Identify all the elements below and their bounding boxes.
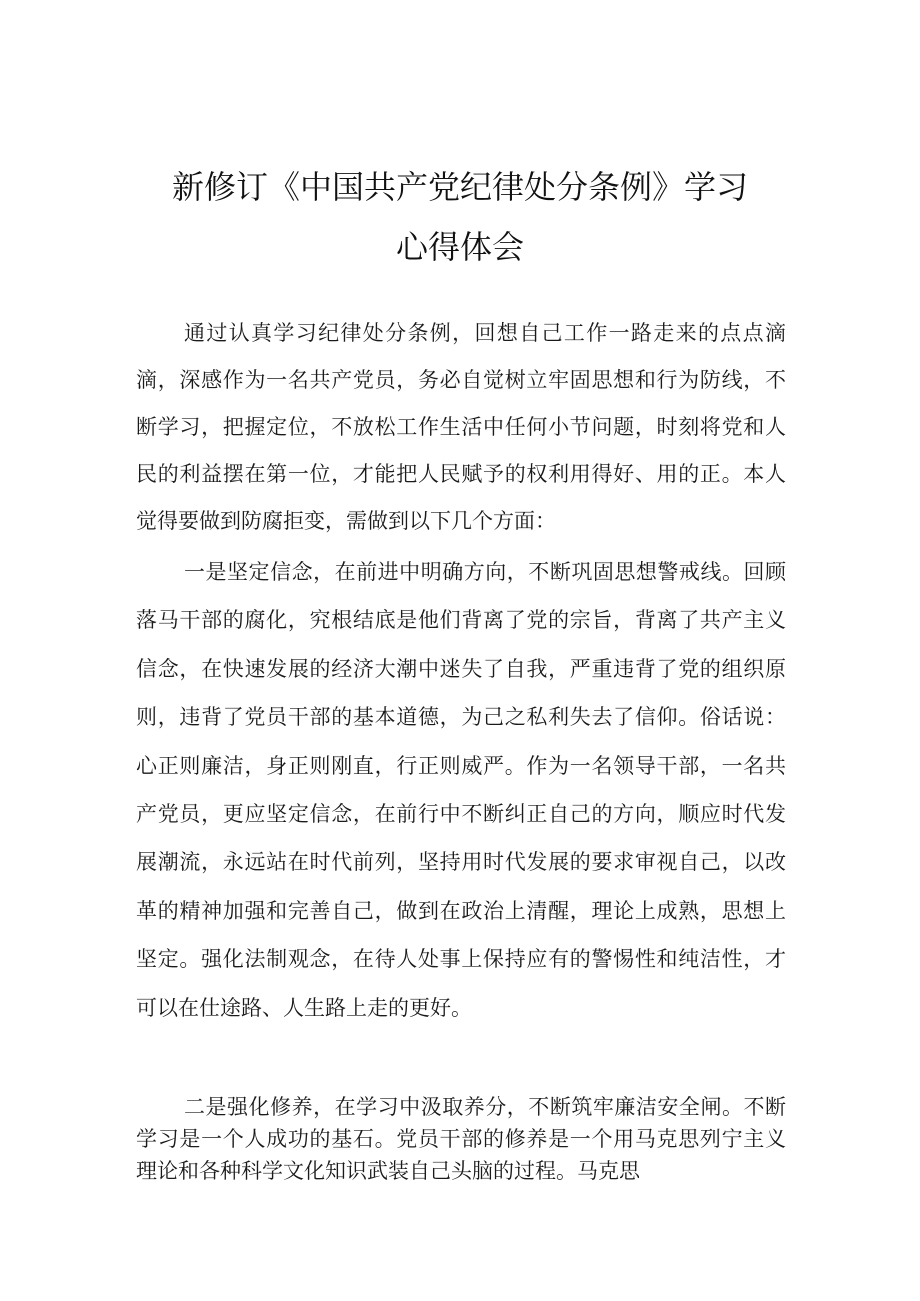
document-title-line-2: 心得体会 bbox=[395, 228, 524, 266]
paragraph-intro: 通过认真学习纪律处分条例，回想自己工作一路走来的点点滴滴，深感作为一名共产党员，务必自觉树立牢固思想和行为防线，不断学习，把握定位，不放松工作生活中任何小节问题，时刻将党和人民的利益摆在第一位，才能把人民赋予的权利用得好、用的正。本人觉得要做到防腐拒变，需做到以下几个方面： bbox=[136, 321, 786, 533]
document-title-line-1: 新修订《中国共产党纪律处分条例》学习 bbox=[171, 168, 748, 206]
paragraph-point-two: 二是强化修养，在学习中汲取养分，不断筑牢廉洁安全闸。不断学习是一个人成功的基石。党员干部的修养是一个用马克思列宁主义理论和各种科学文化知识武装自己头脑的过程。马克思 bbox=[136, 1095, 786, 1183]
paragraph-point-one: 一是坚定信念，在前进中明确方向，不断巩固思想警戒线。回顾落马干部的腐化，究根结底是他们背离了党的宗旨，背离了共产主义信念，在快速发展的经济大潮中迷失了自我，严重违背了党的组织原则，违背了党员干部的基本道德，为己之私利失去了信仰。俗话说：心正则廉洁，身正则刚直，行正则威严。作为一名领导干部，一名共产党员，更应坚定信念，在前行中不断纠正自己的方向，顺应时代发展潮流，永远站在时代前列，坚持用时代发展的要求审视自己，以改革的精神加强和完善自己，做到在政治上清醒，理论上成熟，思想上坚定。强化法制观念，在待人处事上保持应有的警惕性和纯洁性，才可以在仕途路、人生路上走的更好。 bbox=[136, 560, 786, 1020]
